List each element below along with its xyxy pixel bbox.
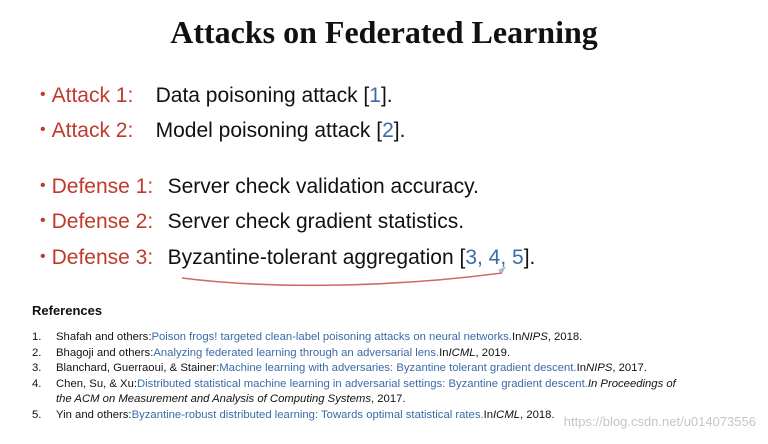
reference-number: 1. <box>32 331 42 343</box>
reference-title-link[interactable]: Distributed statistical machine learning in adversarial settings: Byzantine gradient descent. <box>137 377 588 390</box>
bullet-text-end: ]. <box>523 246 536 269</box>
citation-link[interactable]: 1 <box>369 84 381 107</box>
watermark: https://blog.csdn.net/u014073556 <box>563 414 756 429</box>
reference-in: In <box>511 331 522 343</box>
bullet-dot: • <box>40 212 46 229</box>
bullet-label: Defense 3: <box>51 246 154 269</box>
reference-item <box>32 346 762 362</box>
reference-in: In <box>576 362 586 374</box>
reference-in: In <box>483 408 494 421</box>
reference-in: In <box>439 346 449 359</box>
citation-link[interactable]: 3, 4, 5 <box>465 246 524 269</box>
reference-number: 2. <box>32 346 42 359</box>
reference-item <box>32 377 762 393</box>
reference-authors: Chen, Su, & Xu: <box>56 377 138 390</box>
bullet-text: Byzantine-tolerant aggregation [ <box>167 246 466 269</box>
bullet-attack-2 <box>40 119 405 143</box>
bullet-defense-2 <box>40 210 464 234</box>
slide-title: Attacks on Federated Learning <box>170 14 598 50</box>
citation-link[interactable]: 2 <box>382 119 394 142</box>
reference-year: , 2017. <box>612 362 647 374</box>
reference-venue: NIPS <box>521 331 548 343</box>
reference-item-continuation <box>32 392 762 408</box>
bullet-text-end: ]. <box>380 84 393 107</box>
reference-year: , 2017. <box>371 393 406 405</box>
reference-year: , 2019. <box>475 346 511 359</box>
reference-item <box>32 361 762 377</box>
reference-year: , 2018. <box>547 331 583 343</box>
hand-drawn-underline <box>180 262 520 292</box>
references-heading: References <box>32 303 103 318</box>
reference-venue: In Proceedings of <box>587 377 676 390</box>
bullet-label: Defense 2: <box>51 210 154 233</box>
reference-authors: Bhagoji and others: <box>56 346 154 359</box>
reference-venue: NIPS <box>586 362 613 374</box>
bullet-dot: • <box>40 248 46 265</box>
reference-venue: ICML <box>493 408 521 421</box>
bullet-text: Server check gradient statistics. <box>167 210 465 233</box>
reference-authors: Yin and others: <box>56 408 132 421</box>
bullet-text: Server check validation accuracy. <box>167 175 479 198</box>
reference-title-link[interactable]: Poison frogs! targeted clean-label poisoning attacks on neural networks. <box>151 331 512 343</box>
reference-year: , 2018. <box>520 408 555 421</box>
reference-venue: ICML <box>448 346 476 359</box>
reference-number: 3. <box>32 362 42 374</box>
bullet-label: Attack 2: <box>51 119 134 142</box>
reference-venue: the ACM on Measurement and Analysis of Computing Systems <box>56 393 371 405</box>
reference-authors: Shafah and others: <box>56 331 152 343</box>
reference-item <box>32 330 762 346</box>
reference-number: 5. <box>32 408 42 421</box>
reference-number: 4. <box>32 377 42 390</box>
bullet-text: Data poisoning attack [ <box>155 84 370 107</box>
bullet-text-end: ]. <box>393 119 406 142</box>
bullet-dot: • <box>40 86 46 103</box>
reference-authors: Blanchard, Guerraoui, & Stainer: <box>56 362 220 374</box>
bullet-text: Model poisoning attack [ <box>155 119 383 142</box>
bullet-label: Attack 1: <box>51 84 134 107</box>
reference-title-link[interactable]: Machine learning with adversaries: Byzantine tolerant gradient descent. <box>219 362 577 374</box>
references-list <box>32 330 762 423</box>
reference-title-link[interactable]: Analyzing federated learning through an adversarial lens. <box>153 346 440 359</box>
bullet-dot: • <box>40 177 46 194</box>
bullet-attack-1 <box>40 84 393 108</box>
bullet-dot: • <box>40 121 46 138</box>
bullet-defense-1 <box>40 175 479 199</box>
reference-title-link[interactable]: Byzantine-robust distributed learning: Towards optimal statistical rates. <box>131 408 484 421</box>
bullet-label: Defense 1: <box>51 175 154 198</box>
